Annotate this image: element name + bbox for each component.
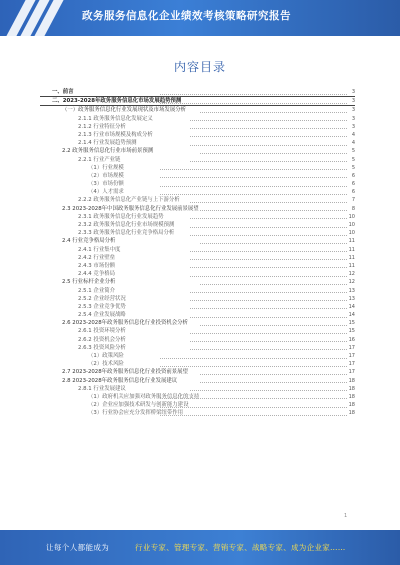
toc-entry-page: 5 bbox=[351, 164, 355, 171]
toc-entry[interactable] bbox=[40, 156, 355, 164]
toc-entry-page: 17 bbox=[348, 361, 355, 368]
toc-entry-page: 5 bbox=[351, 156, 355, 163]
toc-leader-dots bbox=[190, 317, 347, 318]
toc-leader-dots bbox=[190, 300, 347, 301]
toc-entry-page: 17 bbox=[348, 353, 355, 359]
toc-leader-dots bbox=[190, 202, 347, 203]
toc-entry-page: 18 bbox=[348, 402, 355, 409]
toc-leader-dots bbox=[200, 210, 347, 211]
toc-entry[interactable] bbox=[40, 237, 355, 245]
toc-entry-label: 2.1.1 政务服务信息化发展定义 bbox=[78, 115, 153, 122]
toc-entry[interactable] bbox=[40, 352, 355, 360]
toc-leader-dots bbox=[160, 177, 347, 178]
toc-entry[interactable] bbox=[40, 409, 355, 417]
toc-entry-label: （4）人才需求 bbox=[88, 189, 124, 196]
toc-entry[interactable] bbox=[40, 196, 355, 204]
toc-entry-page: 10 bbox=[348, 230, 355, 237]
toc-entry-page: 3 bbox=[351, 115, 355, 122]
toc-leader-dots bbox=[200, 112, 347, 113]
footer-banner bbox=[0, 530, 400, 565]
toc-leader-dots bbox=[190, 333, 347, 334]
toc-leader-dots bbox=[190, 128, 347, 129]
toc-entry-page: 3 bbox=[351, 98, 355, 105]
toc-entry[interactable] bbox=[40, 319, 355, 327]
toc-entry-page: 3 bbox=[351, 89, 355, 95]
toc-leader-dots bbox=[190, 390, 347, 391]
toc-entry-label: 2.4.3 市场份额 bbox=[78, 262, 115, 269]
toc-leader-dots bbox=[190, 227, 347, 228]
toc-entry-label: 2.4.1 行业集中度 bbox=[78, 246, 121, 253]
toc-entry-label: （3）市场份额 bbox=[88, 181, 124, 188]
table-of-contents bbox=[40, 88, 355, 418]
toc-entry-label: 2.8 2023-2028年政务服务信息化行业发展建议 bbox=[62, 377, 178, 384]
toc-entry[interactable] bbox=[40, 205, 355, 213]
toc-leader-dots bbox=[190, 161, 347, 162]
toc-entry-label: 2.5.1 企业简介 bbox=[78, 287, 115, 294]
toc-leader-dots bbox=[160, 398, 347, 399]
toc-entry-label: 2.2.1 行业产业链 bbox=[78, 156, 121, 163]
toc-leader-dots bbox=[160, 169, 347, 170]
toc-entry-page: 6 bbox=[351, 181, 355, 188]
toc-entry[interactable] bbox=[40, 180, 355, 188]
toc-entry[interactable] bbox=[40, 172, 355, 180]
toc-entry-label: 2.5.2 企业经营状况 bbox=[78, 295, 126, 302]
toc-entry-page: 17 bbox=[348, 344, 355, 351]
toc-entry-page: 15 bbox=[348, 328, 355, 335]
toc-entry-page: 3 bbox=[351, 107, 355, 114]
toc-entry-label: 2.4 行业竞争格局分析 bbox=[62, 238, 116, 245]
toc-entry-label: 2.6 2023-2028年政务服务信息化行业投资机会分析 bbox=[62, 320, 188, 327]
toc-entry-label: 2.3 2023-2028年中国政务服务信息化行业发展前景展望 bbox=[62, 205, 199, 212]
toc-leader-dots bbox=[160, 194, 347, 195]
toc-entry[interactable] bbox=[40, 278, 355, 286]
toc-heading: 内容目录 bbox=[173, 60, 226, 74]
toc-leader-dots bbox=[190, 145, 347, 146]
toc-leader-dots bbox=[160, 366, 347, 367]
toc-entry[interactable] bbox=[40, 401, 355, 409]
toc-entry[interactable] bbox=[40, 360, 355, 368]
toc-entry-label: 2.1.3 行业市场规模及构成分析 bbox=[78, 131, 153, 138]
toc-entry-label: 2.2.2 政务服务信息化产业链与上下游分析 bbox=[78, 197, 180, 204]
toc-entry-page: 13 bbox=[348, 287, 355, 294]
toc-entry[interactable] bbox=[40, 254, 355, 262]
toc-entry[interactable] bbox=[40, 336, 355, 344]
toc-entry-page: 15 bbox=[348, 320, 355, 327]
toc-leader-dots bbox=[190, 218, 347, 219]
toc-entry-label: （2）企业应加强技术研发与创新能力建设 bbox=[88, 402, 189, 409]
toc-entry-label: 2.2 政务服务信息化行业市场前景预测 bbox=[62, 148, 154, 155]
toc-entry[interactable] bbox=[40, 88, 355, 97]
toc-entry-label: 2.3.1 政务服务信息化行业发展趋势 bbox=[78, 213, 164, 220]
toc-entry[interactable] bbox=[40, 303, 355, 311]
toc-entry-page: 5 bbox=[351, 148, 355, 155]
toc-entry[interactable] bbox=[40, 97, 355, 106]
toc-entry-label: 2.1.4 行业发展趋势预测 bbox=[78, 140, 137, 147]
toc-entry[interactable] bbox=[40, 368, 355, 376]
toc-leader-dots bbox=[200, 382, 347, 383]
toc-entry-page: 18 bbox=[348, 410, 355, 417]
toc-entry-page: 18 bbox=[348, 385, 355, 392]
toc-entry[interactable] bbox=[40, 377, 355, 385]
toc-entry-label: （2）市场规模 bbox=[88, 172, 124, 179]
toc-entry[interactable] bbox=[40, 270, 355, 278]
toc-leader-dots bbox=[190, 349, 347, 350]
toc-leader-dots bbox=[190, 341, 347, 342]
toc-entry-page: 11 bbox=[348, 262, 355, 269]
toc-entry-label: 2.4.4 竞争格局 bbox=[78, 271, 115, 278]
toc-leader-dots bbox=[200, 325, 347, 326]
toc-entry-label: 2.4.2 行业壁垒 bbox=[78, 254, 115, 261]
toc-leader-dots bbox=[160, 103, 347, 104]
toc-leader-dots bbox=[190, 267, 347, 268]
toc-entry-label: 2.7 2023-2028年政务服务信息化行业投资前景展望 bbox=[62, 369, 188, 376]
toc-entry[interactable] bbox=[40, 385, 355, 393]
toc-entry[interactable] bbox=[40, 311, 355, 319]
footer-slogan: 让每个人都能成为 bbox=[46, 543, 110, 552]
toc-entry-page: 12 bbox=[348, 279, 355, 286]
toc-entry-label: 2.1.2 行业特征分析 bbox=[78, 123, 126, 130]
toc-entry-label: 2.8.1 行业发展建议 bbox=[78, 385, 126, 392]
toc-leader-dots bbox=[160, 415, 347, 416]
toc-leader-dots bbox=[190, 251, 347, 252]
toc-entry-page: 18 bbox=[348, 393, 355, 400]
toc-leader-dots bbox=[190, 136, 347, 137]
toc-entry-page: 11 bbox=[348, 246, 355, 253]
toc-entry-label: 2.6.1 投资环境分析 bbox=[78, 328, 126, 335]
toc-leader-dots bbox=[190, 120, 347, 121]
toc-entry-page: 11 bbox=[348, 254, 355, 261]
toc-entry-page: 4 bbox=[351, 140, 355, 147]
toc-entry[interactable] bbox=[40, 262, 355, 270]
toc-entry-label: 2.5.4 企业发展战略 bbox=[78, 312, 126, 319]
toc-entry-label: （1）行业规模 bbox=[88, 164, 124, 171]
toc-entry-page: 6 bbox=[351, 189, 355, 196]
toc-entry-label: 2.5 行业标杆企业分析 bbox=[62, 279, 116, 286]
header-banner bbox=[0, 0, 400, 36]
toc-entry-label: （2）技术风险 bbox=[88, 361, 124, 368]
toc-entry[interactable] bbox=[40, 344, 355, 352]
toc-leader-dots bbox=[190, 235, 347, 236]
toc-entry[interactable] bbox=[40, 147, 355, 155]
toc-entry-page: 10 bbox=[348, 213, 355, 220]
toc-leader-dots bbox=[190, 292, 347, 293]
toc-entry[interactable] bbox=[40, 229, 355, 237]
toc-entry[interactable] bbox=[40, 131, 355, 139]
toc-entry-page: 12 bbox=[348, 271, 355, 278]
page-number: 1 bbox=[344, 513, 348, 519]
toc-entry-page: 16 bbox=[348, 336, 355, 343]
toc-entry-label: 二、2023-2028年政务服务信息化市场发展趋势预测 bbox=[52, 98, 182, 105]
toc-entry[interactable] bbox=[40, 139, 355, 147]
toc-leader-dots bbox=[200, 374, 347, 375]
toc-leader-dots bbox=[160, 186, 347, 187]
toc-entry-page: 7 bbox=[351, 197, 355, 204]
toc-entry[interactable] bbox=[40, 106, 355, 114]
toc-entry-label: 2.5.3 企业竞争优势 bbox=[78, 303, 126, 310]
toc-entry-page: 14 bbox=[348, 303, 355, 310]
toc-leader-dots bbox=[200, 243, 347, 244]
toc-leader-dots bbox=[190, 259, 347, 260]
toc-leader-dots bbox=[200, 153, 347, 154]
toc-entry[interactable] bbox=[40, 164, 355, 172]
toc-entry-page: 13 bbox=[348, 295, 355, 302]
toc-leader-dots bbox=[160, 407, 347, 408]
toc-entry[interactable] bbox=[40, 287, 355, 295]
toc-entry[interactable] bbox=[40, 188, 355, 196]
toc-entry-label: （一）政务服务信息化行业发展现状及市场发展分析 bbox=[62, 107, 186, 114]
toc-entry-page: 10 bbox=[348, 222, 355, 228]
toc-entry[interactable] bbox=[40, 295, 355, 303]
toc-entry-page: 14 bbox=[348, 312, 355, 319]
toc-entry-label: （3）行业协会应充分发挥桥梁纽带作用 bbox=[88, 410, 184, 417]
toc-entry-label: 2.6.3 投资风险分析 bbox=[78, 344, 126, 351]
toc-entry[interactable] bbox=[40, 221, 355, 229]
toc-entry-page: 8 bbox=[351, 205, 355, 212]
toc-entry-page: 18 bbox=[348, 377, 355, 384]
toc-entry-page: 4 bbox=[351, 131, 355, 138]
toc-entry[interactable] bbox=[40, 115, 355, 123]
toc-entry-page: 11 bbox=[348, 238, 355, 245]
toc-entry-label: 2.3.3 政务服务信息化行业竞争格局分析 bbox=[78, 230, 175, 237]
toc-leader-dots bbox=[190, 276, 347, 277]
toc-entry-page: 3 bbox=[351, 123, 355, 130]
toc-leader-dots bbox=[160, 94, 347, 95]
toc-leader-dots bbox=[160, 358, 347, 359]
report-title: 政务服务信息化企业绩效考核策略研究报告 bbox=[82, 10, 291, 22]
toc-entry-page: 6 bbox=[351, 172, 355, 179]
toc-entry-label: 2.3.2 政务服务信息化行业市场规模预测 bbox=[78, 222, 175, 228]
toc-entry[interactable] bbox=[40, 327, 355, 335]
toc-leader-dots bbox=[190, 308, 347, 309]
toc-entry-label: （1）政府机关应加强对政务服务信息化的支持 bbox=[88, 393, 200, 400]
toc-entry[interactable] bbox=[40, 213, 355, 221]
toc-entry[interactable] bbox=[40, 123, 355, 131]
footer-tagline: 行业专家、管理专家、营销专家、战略专家、成为企业家…… bbox=[135, 543, 346, 552]
toc-entry-label: 一、前言 bbox=[52, 89, 74, 95]
toc-entry-label: 2.6.2 投资机会分析 bbox=[78, 336, 126, 343]
toc-entry[interactable] bbox=[40, 246, 355, 254]
toc-entry[interactable] bbox=[40, 393, 355, 401]
toc-entry-page: 17 bbox=[348, 369, 355, 376]
toc-entry-label: （1）政策风险 bbox=[88, 353, 124, 359]
toc-leader-dots bbox=[200, 284, 347, 285]
